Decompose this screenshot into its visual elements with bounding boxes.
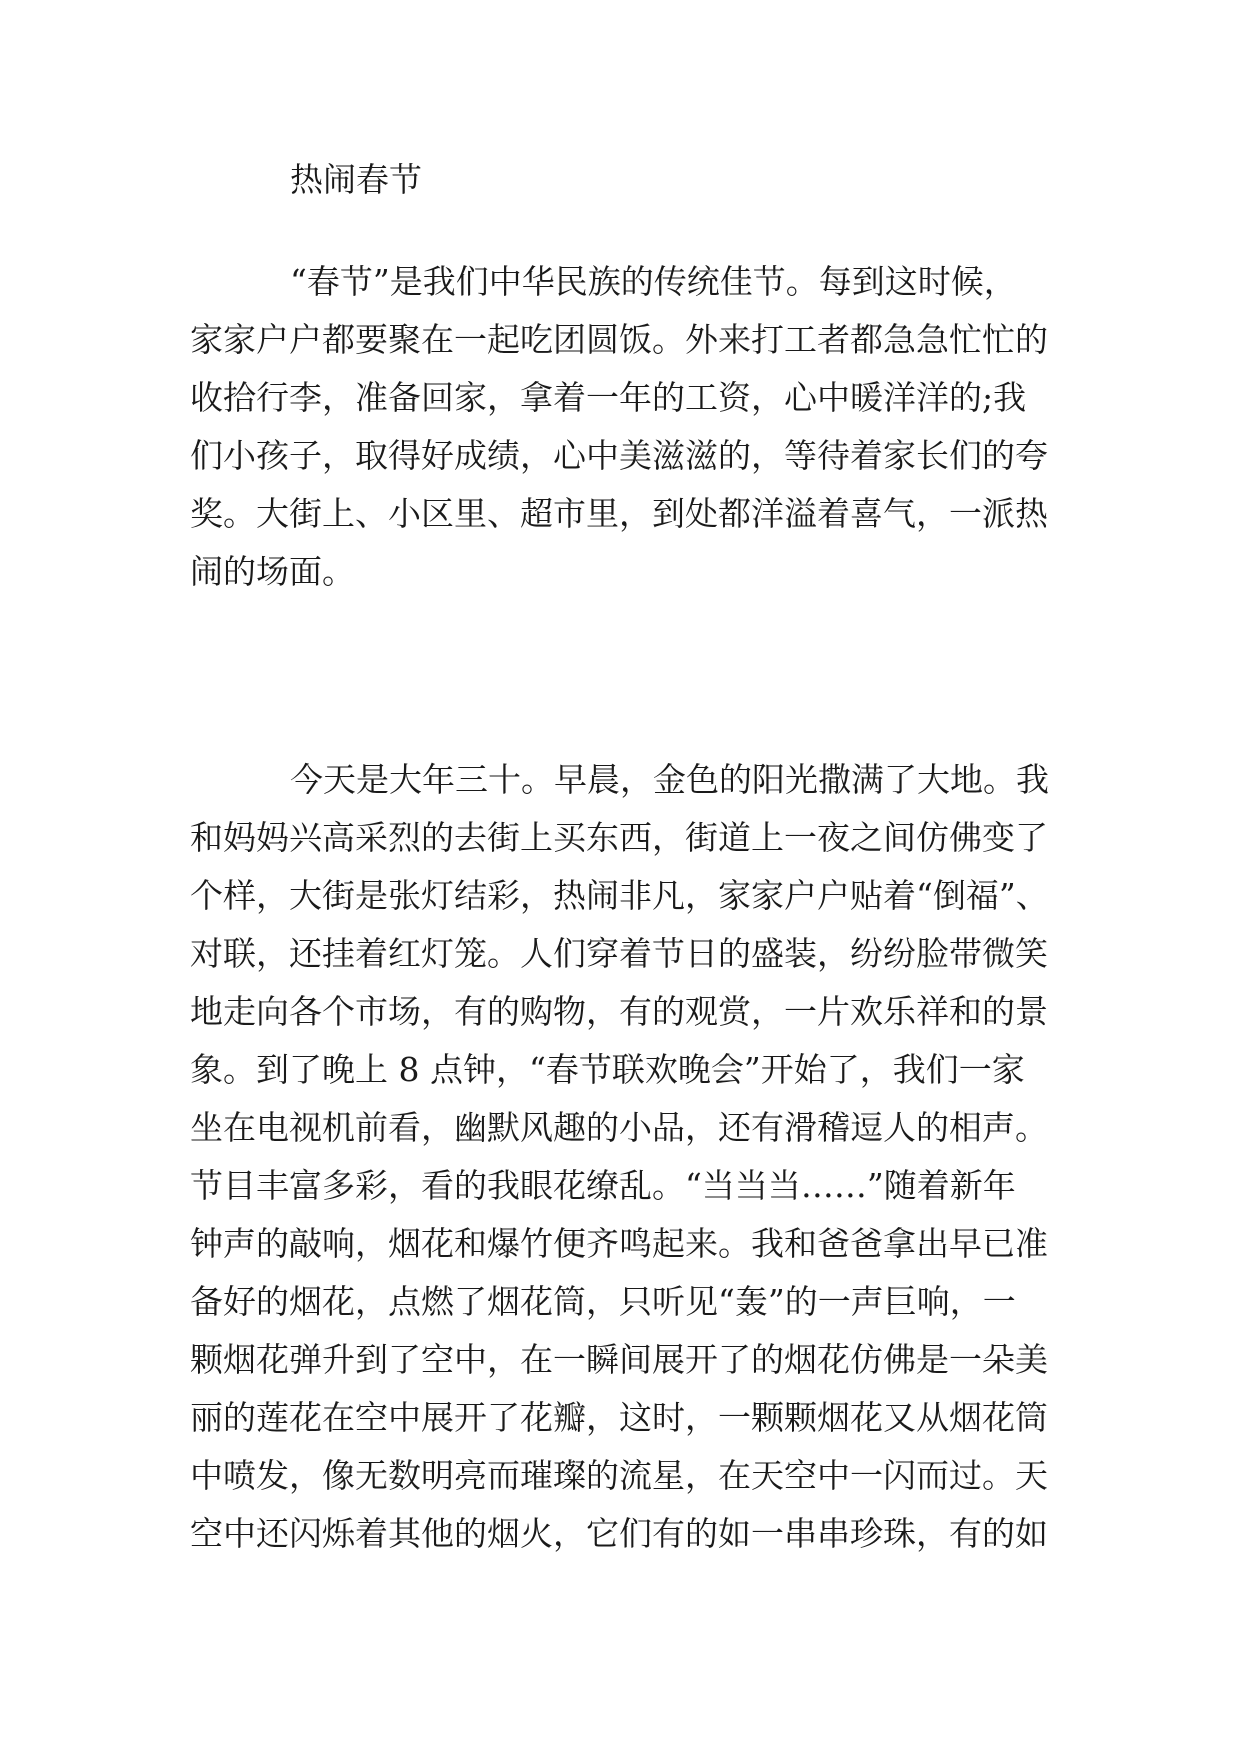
text-line: 空中还闪烁着其他的烟火，它们有的如一串串珍珠，有的如 <box>190 1514 1048 1553</box>
text-line: 钟声的敲响，烟花和爆竹便齐鸣起来。我和爸爸拿出早已准 <box>190 1224 1048 1263</box>
text-line: 收拾行李，准备回家，拿着一年的工资，心中暖洋洋的;我 <box>190 378 1027 417</box>
text-line: 丽的莲花在空中展开了花瓣，这时，一颗颗烟花又从烟花筒 <box>190 1398 1048 1437</box>
document-title: 热闹春节 <box>290 160 422 199</box>
text-line: 和妈妈兴高采烈的去街上买东西，街道上一夜之间仿佛变了 <box>190 818 1048 857</box>
paragraph-1 <box>190 253 1060 601</box>
paragraph-2 <box>190 751 1060 1563</box>
text-line: 地走向各个市场，有的购物，有的观赏，一片欢乐祥和的景 <box>190 992 1048 1031</box>
text-line: 奖。大街上、小区里、超市里，到处都洋溢着喜气，一派热 <box>190 494 1048 533</box>
text-line: 备好的烟花，点燃了烟花筒，只听见“轰”的一声巨响，一 <box>190 1282 1016 1321</box>
text-line: 们小孩子，取得好成绩，心中美滋滋的，等待着家长们的夸 <box>190 436 1048 475</box>
text-line: 个样，大街是张灯结彩，热闹非凡，家家户户贴着“倒福”、 <box>190 876 1049 915</box>
text-line: 家家户户都要聚在一起吃团圆饭。外来打工者都急急忙忙的 <box>190 320 1048 359</box>
text-line: 坐在电视机前看，幽默风趣的小品，还有滑稽逗人的相声。 <box>190 1108 1048 1147</box>
text-line: 象。到了晚上 8 点钟，“春节联欢晚会”开始了，我们一家 <box>190 1050 1025 1089</box>
text-line: 闹的场面。 <box>190 552 355 591</box>
text-line: “春节”是我们中华民族的传统佳节。每到这时候， <box>290 262 1017 301</box>
text-line: 对联，还挂着红灯笼。人们穿着节日的盛装，纷纷脸带微笑 <box>190 934 1048 973</box>
text-line: 节目丰富多彩，看的我眼花缭乱。“当当当……”随着新年 <box>190 1166 1016 1205</box>
text-line: 中喷发，像无数明亮而璀璨的流星，在天空中一闪而过。天 <box>190 1456 1048 1495</box>
text-line: 颗烟花弹升到了空中，在一瞬间展开了的烟花仿佛是一朵美 <box>190 1340 1048 1379</box>
text-line: 今天是大年三十。早晨，金色的阳光撒满了大地。我 <box>290 760 1049 799</box>
